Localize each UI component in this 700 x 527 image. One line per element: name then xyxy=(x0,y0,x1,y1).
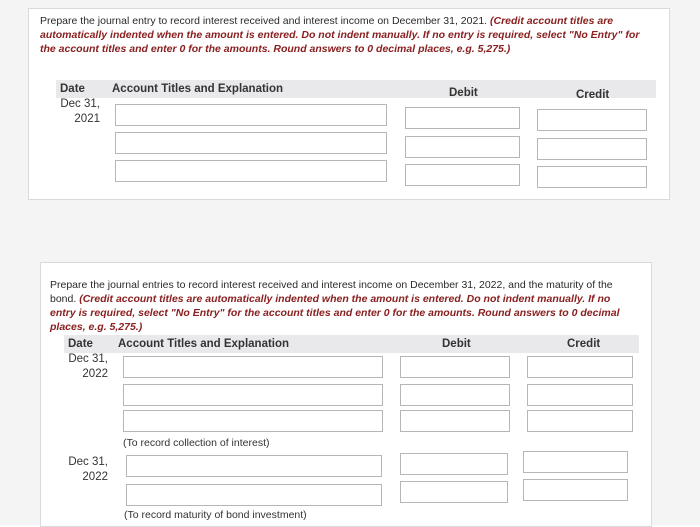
date-year: 2022 xyxy=(82,368,108,380)
table-header-2022 xyxy=(64,335,639,353)
credit-amount-input[interactable] xyxy=(527,410,633,432)
account-title-input[interactable] xyxy=(123,384,383,406)
account-title-input[interactable] xyxy=(123,356,383,378)
date-year: 2022 xyxy=(82,471,108,483)
entry-date-2022-maturity xyxy=(56,455,108,485)
credit-amount-input[interactable] xyxy=(523,451,628,473)
credit-amount-input[interactable] xyxy=(527,384,633,406)
credit-amount-input[interactable] xyxy=(523,479,628,501)
column-header-account: Account Titles and Explanation xyxy=(112,83,284,95)
debit-amount-input[interactable] xyxy=(400,481,508,503)
column-header-credit: Credit xyxy=(576,89,610,101)
column-header-date: Date xyxy=(60,83,85,95)
debit-amount-input[interactable] xyxy=(400,410,510,432)
account-title-input[interactable] xyxy=(126,484,382,506)
entry-explanation-note: (To record maturity of bond investment) xyxy=(124,509,307,521)
table-header-2021 xyxy=(56,80,656,101)
account-title-input[interactable] xyxy=(115,160,387,182)
instructions-italic-text: (Credit account titles are automatically indented when the amount is entered. Do not indent manually. If no entry is required, select "No Entry" for the account titles and enter 0 for the amounts. Round answers to 0 decimal places, e.g. 5,275.) xyxy=(50,293,620,333)
debit-amount-input[interactable] xyxy=(405,136,520,158)
instructions-2022 xyxy=(50,278,635,334)
entry-date-2021 xyxy=(48,97,100,127)
instructions-text: Prepare the journal entry to record interest received and interest income on December 31, 2021. xyxy=(40,15,490,27)
account-title-input[interactable] xyxy=(123,410,383,432)
debit-amount-input[interactable] xyxy=(400,356,510,378)
debit-amount-input[interactable] xyxy=(400,453,508,475)
column-header-credit: Credit xyxy=(567,338,601,350)
column-header-date: Date xyxy=(68,338,93,350)
credit-amount-input[interactable] xyxy=(527,356,633,378)
debit-amount-input[interactable] xyxy=(405,107,520,129)
date-year: 2021 xyxy=(74,113,100,125)
entry-explanation-note: (To record collection of interest) xyxy=(123,437,270,449)
debit-amount-input[interactable] xyxy=(405,164,520,186)
account-title-input[interactable] xyxy=(126,455,382,477)
date-day: Dec 31, xyxy=(68,353,108,365)
date-day: Dec 31, xyxy=(68,456,108,468)
credit-amount-input[interactable] xyxy=(537,166,647,188)
instructions-italic-text: (Credit account titles are automatically indented when the amount is entered. Do not indent manually. If no entry is required, select "No Entry" for the account titles and enter 0 for the amounts. Round answers to 0 decimal places, e.g. 5,275.) xyxy=(40,15,640,55)
instructions-2021 xyxy=(40,14,650,56)
column-header-debit: Debit xyxy=(442,338,471,350)
credit-amount-input[interactable] xyxy=(537,138,647,160)
account-title-input[interactable] xyxy=(115,132,387,154)
column-header-account: Account Titles and Explanation xyxy=(118,338,290,350)
column-header-debit: Debit xyxy=(449,87,478,99)
credit-amount-input[interactable] xyxy=(537,109,647,131)
entry-date-2022-interest xyxy=(56,352,108,382)
date-day: Dec 31, xyxy=(60,98,100,110)
debit-amount-input[interactable] xyxy=(400,384,510,406)
instructions-text: Prepare the journal entries to record interest received and interest income on December 31, 2022, and the maturity of the bond. xyxy=(50,279,613,305)
account-title-input[interactable] xyxy=(115,104,387,126)
